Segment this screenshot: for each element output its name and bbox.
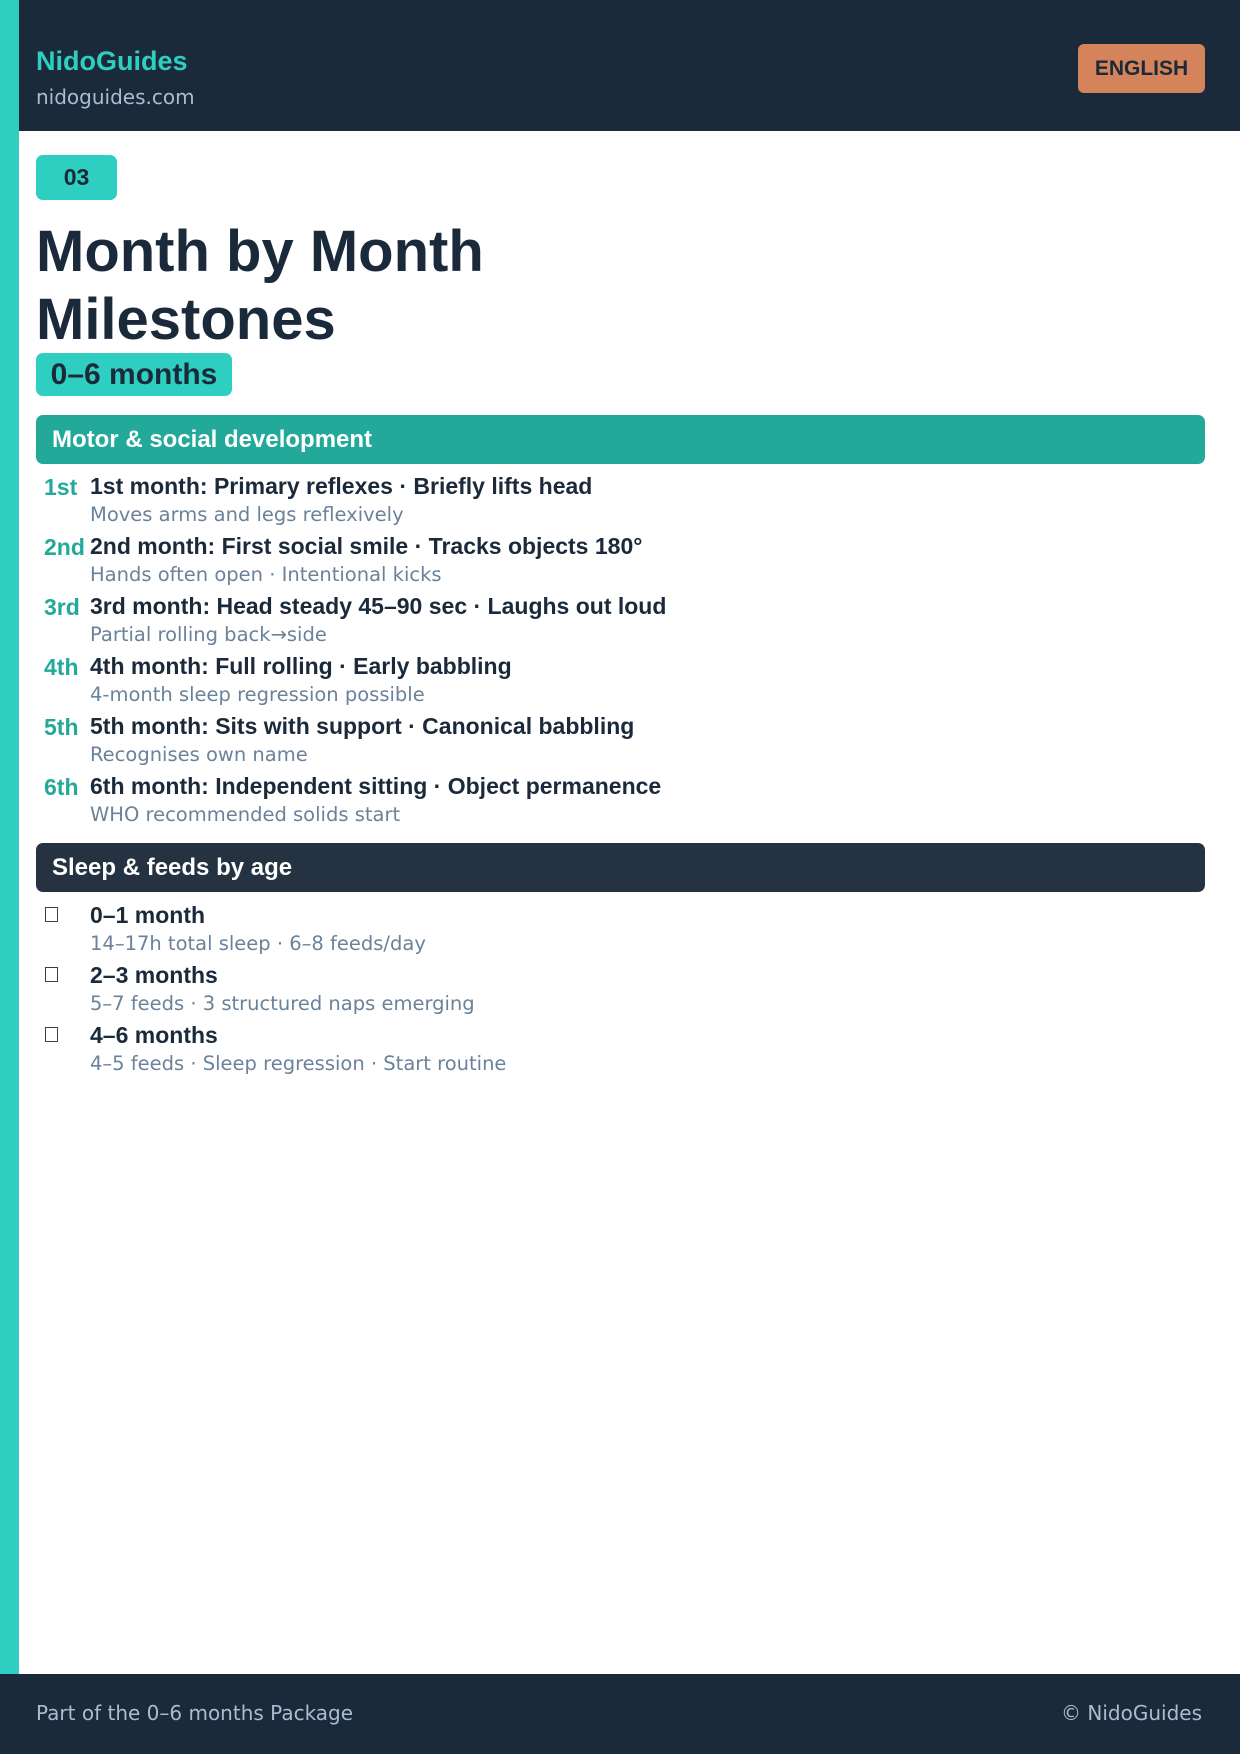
month-marker: 1st [44,474,78,500]
list-item [36,650,1205,710]
list-item [36,899,1205,959]
age-range-details: 4–5 feeds · Sleep regression · Start routine [90,1052,507,1075]
list-item [36,470,1205,530]
missing-glyph-icon [45,1027,58,1042]
milestone-subtitle: Partial rolling back→side [90,623,327,646]
milestone-list [36,470,1205,830]
language-button[interactable]: ENGLISH [1078,44,1205,93]
milestone-title: 3rd month: Head steady 45–90 sec · Laughs out loud [90,593,667,619]
section-header-sleep: Sleep & feeds by age [36,843,1205,892]
milestone-title: 2nd month: First social smile · Tracks objects 180° [90,533,643,559]
milestone-subtitle: Hands often open · Intentional kicks [90,563,442,586]
month-marker: 2nd [44,534,85,560]
brand-url: nidoguides.com [36,85,195,109]
milestone-title: 4th month: Full rolling · Early babbling [90,653,512,679]
age-range-details: 14–17h total sleep · 6–8 feeds/day [90,932,426,955]
month-marker: 4th [44,654,79,680]
milestone-title: 1st month: Primary reflexes · Briefly lifts head [90,473,593,499]
missing-glyph-icon [45,967,58,982]
age-range-details: 5–7 feeds · 3 structured naps emerging [90,992,475,1015]
page-footer [0,1674,1240,1754]
age-range-title: 4–6 months [90,1022,218,1048]
missing-glyph-icon [45,907,58,922]
list-item [36,1019,1205,1079]
month-marker: 5th [44,714,79,740]
milestone-subtitle: Recognises own name [90,743,308,766]
milestone-title: 6th month: Independent sitting · Object permanence [90,773,662,799]
section-header-motor: Motor & social development [36,415,1205,464]
package-note: Part of the 0–6 months Package [36,1701,354,1725]
age-range-title: 0–1 month [90,902,206,928]
milestone-subtitle: 4-month sleep regression possible [90,683,425,706]
month-marker: 6th [44,774,79,800]
chapter-number-badge: 03 [36,155,117,200]
month-marker: 3rd [44,594,80,620]
sleep-feeds-list [36,899,1205,1079]
brand-name: NidoGuides [36,46,188,76]
list-item [36,770,1205,830]
list-item [36,710,1205,770]
list-item [36,530,1205,590]
left-accent-stripe [0,0,19,1754]
age-range-badge: 0–6 months [36,353,232,396]
milestone-title: 5th month: Sits with support · Canonical babbling [90,713,635,739]
list-item [36,590,1205,650]
age-range-title: 2–3 months [90,962,218,988]
milestone-subtitle: Moves arms and legs reflexively [90,503,404,526]
page-title: Month by Month Milestones [36,219,484,352]
list-item [36,959,1205,1019]
milestone-subtitle: WHO recommended solids start [90,803,401,826]
copyright-text: © NidoGuides [1061,1701,1202,1725]
page-header [19,0,1240,131]
